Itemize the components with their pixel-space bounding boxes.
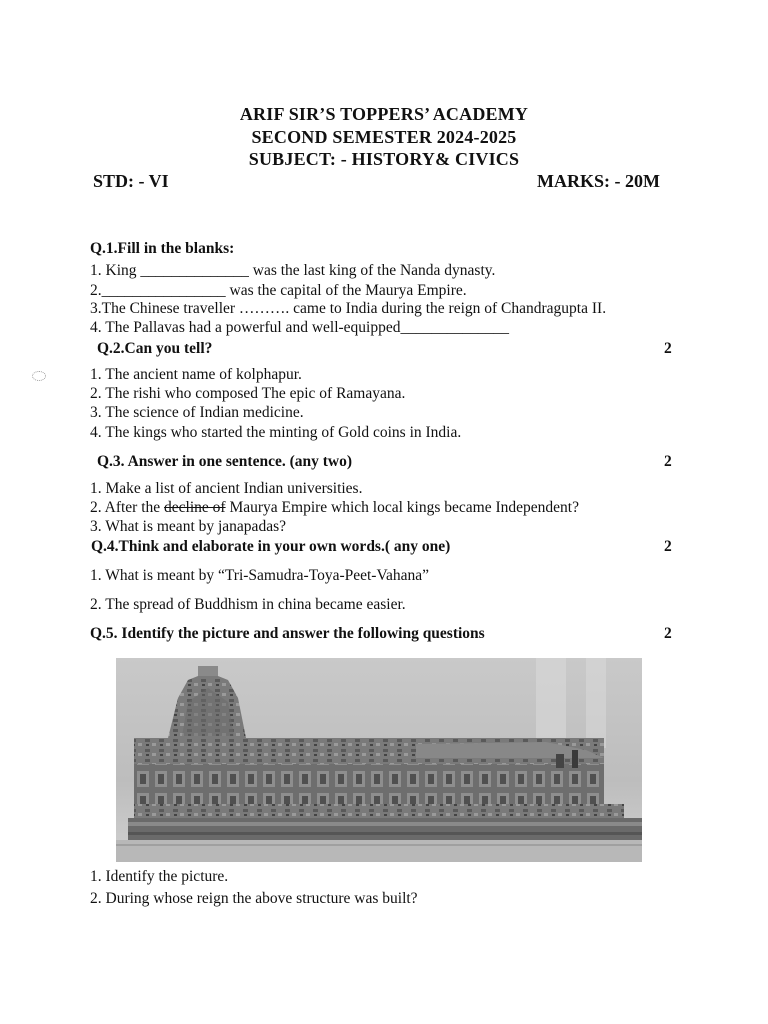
q2-item: 4. The kings who started the minting of Gold coins in India. [90, 424, 462, 441]
q3-item: 1. Make a list of ancient Indian universities. [90, 480, 363, 497]
q2-item: 2. The rishi who composed The epic of Ramayana. [90, 385, 406, 402]
scan-mark [32, 371, 46, 381]
q4-marks: 2 [664, 538, 672, 555]
q1-item: 2.________________ was the capital of the Maurya Empire. [90, 282, 467, 299]
q1-item: 4. The Pallavas had a powerful and well-equipped______________ [90, 319, 509, 336]
q3-title: Q.3. Answer in one sentence. (any two) [97, 453, 353, 470]
q4-item: 1. What is meant by “Tri-Samudra-Toya-Peet-Vahana” [90, 567, 429, 584]
semester-title: SECOND SEMESTER 2024-2025 [251, 127, 517, 147]
q4-item: 2. The spread of Buddhism in china became easier. [90, 596, 406, 613]
q1-title: Q.1.Fill in the blanks: [90, 240, 235, 257]
q5-item: 2. During whose reign the above structure was built? [90, 890, 418, 907]
q5-item: 1. Identify the picture. [90, 868, 229, 885]
marks-label: MARKS: - 20M [537, 171, 660, 191]
q3-item [90, 499, 579, 517]
q3-item2-post: Maurya Empire which local kings became Independent? [225, 499, 579, 516]
academy-title: ARIF SIR’S TOPPERS’ ACADEMY [239, 104, 529, 124]
standard-label: STD: - VI [93, 171, 169, 191]
temple-photo [116, 658, 642, 862]
struck-text: decline of [164, 499, 226, 516]
subject-title: SUBJECT: - HISTORY& CIVICS [248, 149, 520, 169]
q5-title: Q.5. Identify the picture and answer the following questions [90, 625, 485, 642]
q2-item: 3. The science of Indian medicine. [90, 404, 304, 421]
q4-title: Q.4.Think and elaborate in your own words.( any one) [91, 538, 451, 555]
q3-item: 3. What is meant by janapadas? [90, 518, 286, 535]
q1-item: 1. King ______________ was the last king of the Nanda dynasty. [90, 262, 496, 279]
q2-item: 1. The ancient name of kolphapur. [90, 366, 302, 383]
q5-marks: 2 [664, 625, 672, 642]
q3-marks: 2 [664, 453, 672, 470]
q1-item: 3.The Chinese traveller ………. came to India during the reign of Chandragupta II. [90, 300, 607, 317]
q2-title: Q.2.Can you tell? [97, 340, 213, 357]
q3-item2-pre: 2. After the [90, 499, 165, 516]
q2-marks: 2 [664, 340, 672, 357]
